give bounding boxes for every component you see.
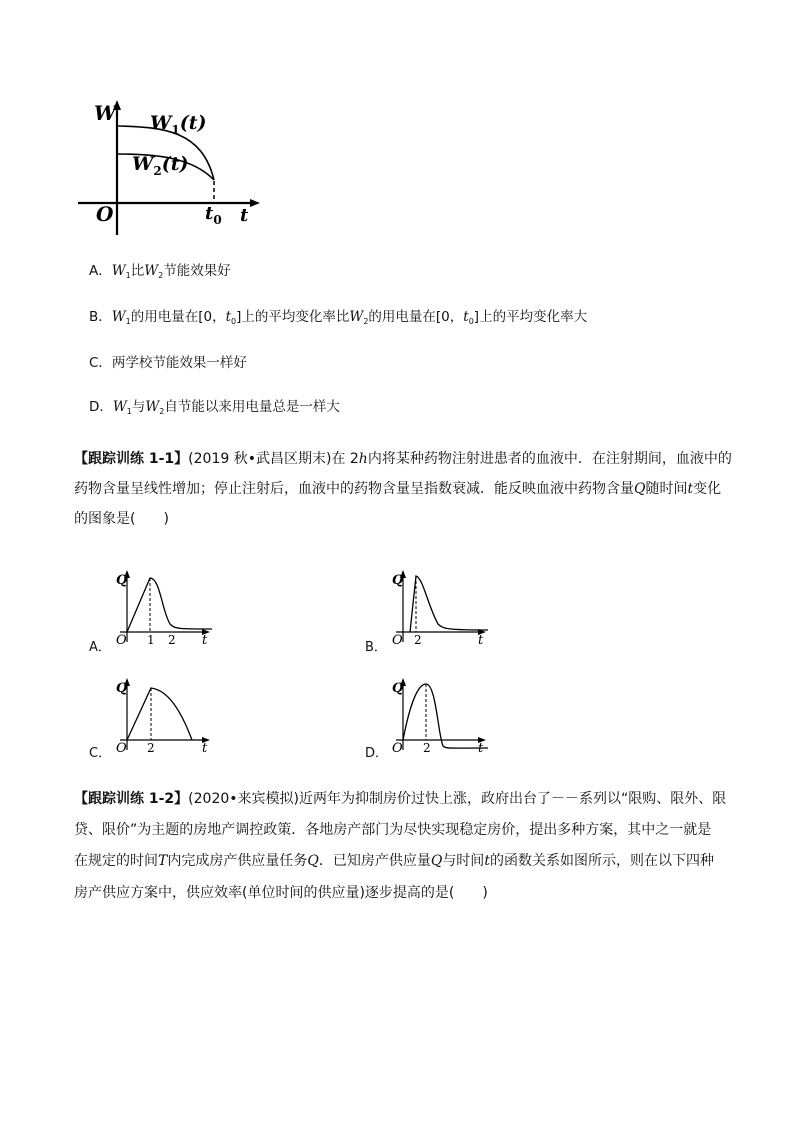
x-axis-arrow (250, 199, 260, 207)
graph-c-q: Q (116, 681, 128, 696)
graph-c-tick-2: 2 (147, 741, 155, 754)
energy-usage-graph (70, 95, 270, 245)
q3-line-4: 房产供应方案中，供应效率(单位时间的供应量)逐步提高的是( ) (74, 885, 488, 901)
graph-c-o: O (116, 741, 127, 754)
graph-a[interactable] (112, 566, 222, 646)
q3-line-1: 【跟踪训练 1-2】(2020•来宾模拟)近两年为抑制房价过快上涨，政府出台了－－系列以“限购、限外、限 (74, 791, 727, 807)
option-c[interactable]: C．两学校节能效果一样好 (89, 355, 247, 371)
graph-c[interactable] (112, 674, 222, 754)
x-axis-label: t (240, 205, 249, 226)
graph-d-curve (403, 684, 488, 748)
graph-d[interactable] (388, 674, 498, 754)
q2-tag: 【跟踪训练 1-1】 (74, 451, 189, 467)
q3-tag: 【跟踪训练 1-2】 (74, 791, 189, 807)
graph-c-option-label[interactable]: C． (89, 746, 112, 761)
curve-w2-label: $W_2(t)$ (132, 153, 189, 178)
graph-d-tick-2: 2 (423, 741, 431, 754)
graph-a-t: t (202, 633, 208, 646)
graph-a-option-label[interactable]: A． (89, 640, 111, 655)
option-a[interactable]: A．$W_1$比$W_2$节能效果好 (89, 263, 231, 280)
q2-line-1: 【跟踪训练 1-1】(2019 秋•武昌区期末)在 2h内将某种药物注射进患者的血液中．在注射期间，血液中的 (74, 451, 732, 467)
graph-a-tick-1: 1 (147, 633, 155, 646)
q2-source: (2019 秋•武昌区期末) (188, 451, 332, 467)
graph-a-q: Q (116, 573, 128, 588)
graph-b-q: Q (392, 573, 404, 588)
origin-label: O (96, 202, 114, 226)
graph-b[interactable] (388, 566, 498, 646)
graph-b-curve (410, 576, 488, 632)
graph-a-curve (127, 578, 212, 632)
q2-line-3: 的图象是( ) (74, 511, 169, 527)
q2-line-2: 药物含量呈线性增加；停止注射后，血液中的药物含量呈指数衰减．能反映血液中药物含量Q随时间t变化 (74, 481, 722, 497)
graph-b-t: t (478, 633, 484, 646)
graph-a-o: O (116, 633, 127, 646)
graph-c-curve (127, 688, 192, 740)
graph-a-tick-2: 2 (168, 633, 176, 646)
q3-line-3: 在规定的时间T内完成房产供应量任务Q．已知房产供应量Q与时间t的函数关系如图所示，则在以下四种 (74, 853, 714, 869)
q3-source: (2020•来宾模拟) (188, 791, 299, 807)
option-d[interactable]: D．$W_1$与$W_2$自节能以来用电量总是一样大 (89, 399, 340, 416)
graph-d-t: t (478, 741, 484, 754)
option-b[interactable]: B．$W_1$的用电量在[0，$t_0$]上的平均变化率比$W_2$的用电量在[0，$t_0$]上的平均变化率大 (89, 309, 588, 326)
q3-line-2: 贷、限价”为主题的房地产调控政策．各地房产部门为尽快实现稳定房价，提出多种方案，其中之一就是 (74, 822, 712, 838)
graph-d-q: Q (392, 681, 404, 696)
t0-label: $t_0$ (205, 203, 222, 227)
option-a-prefix: A． (89, 263, 112, 279)
graph-b-o: O (392, 633, 403, 646)
graph-d-o: O (392, 741, 403, 754)
curve-w1-label: $W_1(t)$ (150, 112, 207, 137)
graph-b-tick-2: 2 (414, 633, 422, 646)
y-axis-label: W (94, 101, 117, 125)
graph-b-option-label[interactable]: B． (365, 640, 387, 655)
graph-d-option-label[interactable]: D． (365, 746, 389, 761)
graph-c-t: t (202, 741, 208, 754)
